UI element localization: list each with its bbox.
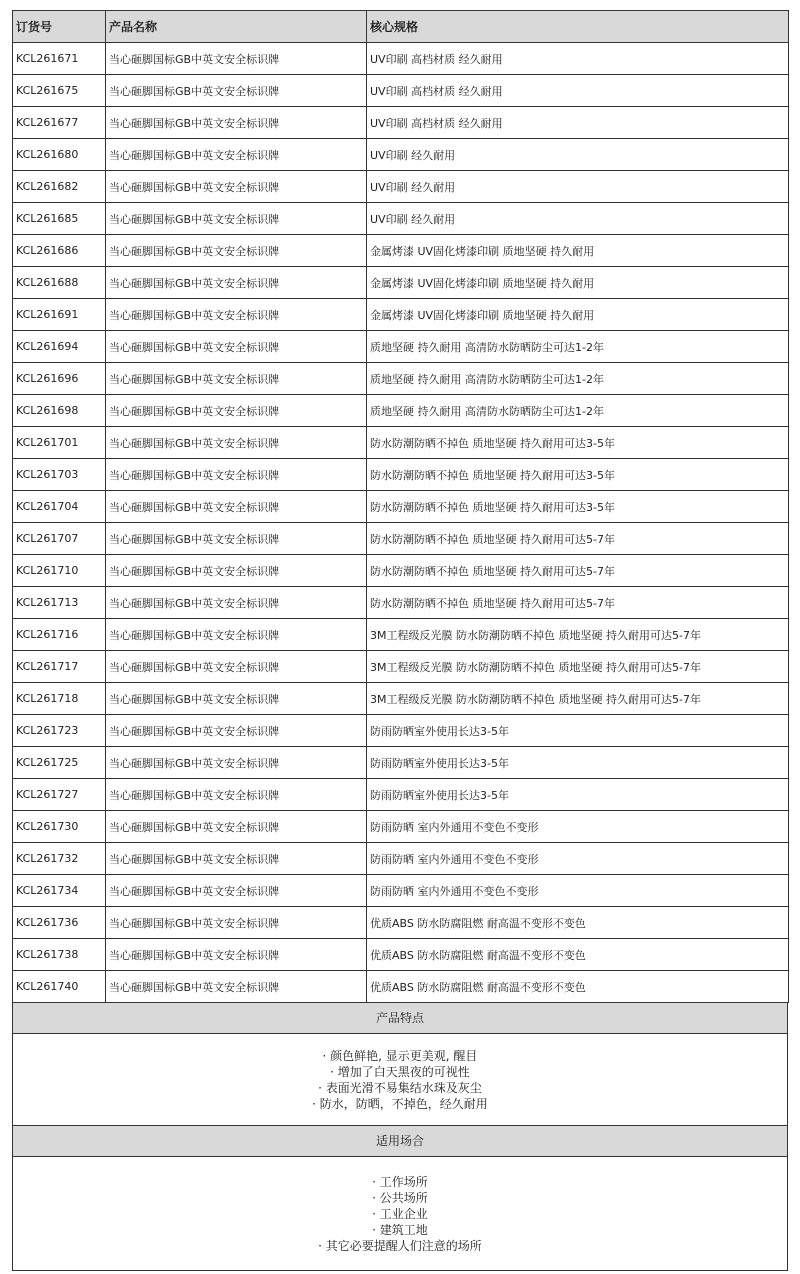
core-spec-cell: 质地坚硬 持久耐用 高清防水防晒防尘可达1-2年: [367, 331, 789, 363]
order-number-cell: KCL261680: [13, 139, 106, 171]
order-number-cell: KCL261710: [13, 555, 106, 587]
core-spec-cell: 防水防潮防晒不掉色 质地坚硬 持久耐用可达3-5年: [367, 459, 789, 491]
occasion-item: · 公共场所: [372, 1190, 428, 1205]
table-row: [13, 651, 789, 683]
product-name-cell: 当心砸脚国标GB中英文安全标识牌: [106, 555, 367, 587]
core-spec-cell: UV印刷 高档材质 经久耐用: [367, 75, 789, 107]
table-row: [13, 715, 789, 747]
product-name-cell: 当心砸脚国标GB中英文安全标识牌: [106, 203, 367, 235]
table-row: [13, 43, 789, 75]
table-row: [13, 267, 789, 299]
table-row: [13, 747, 789, 779]
core-spec-cell: UV印刷 高档材质 经久耐用: [367, 43, 789, 75]
order-number-cell: KCL261730: [13, 811, 106, 843]
product-name-cell: 当心砸脚国标GB中英文安全标识牌: [106, 939, 367, 971]
core-spec-cell: 防雨防晒 室内外通用不变色不变形: [367, 843, 789, 875]
product-name-cell: 当心砸脚国标GB中英文安全标识牌: [106, 235, 367, 267]
product-name-cell: 当心砸脚国标GB中英文安全标识牌: [106, 907, 367, 939]
table-row: [13, 395, 789, 427]
order-number-cell: KCL261725: [13, 747, 106, 779]
core-spec-cell: 防雨防晒室外使用长达3-5年: [367, 715, 789, 747]
product-name-cell: 当心砸脚国标GB中英文安全标识牌: [106, 843, 367, 875]
product-name-cell: 当心砸脚国标GB中英文安全标识牌: [106, 171, 367, 203]
occasion-item: · 其它必要提醒人们注意的场所: [318, 1238, 482, 1253]
core-spec-cell: 优质ABS 防水防腐阻燃 耐高温不变形不变色: [367, 971, 789, 1003]
product-name-cell: 当心砸脚国标GB中英文安全标识牌: [106, 363, 367, 395]
core-spec-cell: 防雨防晒室外使用长达3-5年: [367, 747, 789, 779]
order-number-cell: KCL261716: [13, 619, 106, 651]
order-number-cell: KCL261696: [13, 363, 106, 395]
order-number-cell: KCL261704: [13, 491, 106, 523]
product-name-cell: 当心砸脚国标GB中英文安全标识牌: [106, 683, 367, 715]
feature-item: · 防水，防晒，不掉色，经久耐用: [312, 1096, 488, 1111]
table-row: [13, 683, 789, 715]
product-name-cell: 当心砸脚国标GB中英文安全标识牌: [106, 395, 367, 427]
product-name-cell: 当心砸脚国标GB中英文安全标识牌: [106, 523, 367, 555]
core-spec-cell: 优质ABS 防水防腐阻燃 耐高温不变形不变色: [367, 939, 789, 971]
features-title: 产品特点: [12, 1003, 788, 1034]
product-name-cell: 当心砸脚国标GB中英文安全标识牌: [106, 299, 367, 331]
table-row: [13, 779, 789, 811]
header-product-name: 产品名称: [106, 11, 367, 43]
table-body: [13, 43, 789, 1003]
core-spec-cell: 防雨防晒 室内外通用不变色不变形: [367, 875, 789, 907]
table-row: [13, 203, 789, 235]
product-name-cell: 当心砸脚国标GB中英文安全标识牌: [106, 875, 367, 907]
table-row: [13, 523, 789, 555]
order-number-cell: KCL261694: [13, 331, 106, 363]
table-row: [13, 75, 789, 107]
core-spec-cell: 质地坚硬 持久耐用 高清防水防晒防尘可达1-2年: [367, 395, 789, 427]
order-number-cell: KCL261698: [13, 395, 106, 427]
table-row: [13, 427, 789, 459]
product-name-cell: 当心砸脚国标GB中英文安全标识牌: [106, 43, 367, 75]
core-spec-cell: UV印刷 高档材质 经久耐用: [367, 107, 789, 139]
product-name-cell: 当心砸脚国标GB中英文安全标识牌: [106, 587, 367, 619]
occasion-item: · 建筑工地: [372, 1222, 428, 1237]
order-number-cell: KCL261686: [13, 235, 106, 267]
order-number-cell: KCL261675: [13, 75, 106, 107]
table-row: [13, 491, 789, 523]
product-name-cell: 当心砸脚国标GB中英文安全标识牌: [106, 267, 367, 299]
product-table: [12, 10, 789, 1003]
table-row: [13, 843, 789, 875]
occasion-item: · 工业企业: [372, 1206, 428, 1221]
product-name-cell: 当心砸脚国标GB中英文安全标识牌: [106, 75, 367, 107]
core-spec-cell: 防水防潮防晒不掉色 质地坚硬 持久耐用可达5-7年: [367, 523, 789, 555]
core-spec-cell: UV印刷 经久耐用: [367, 171, 789, 203]
header-order-number: 订货号: [13, 11, 106, 43]
core-spec-cell: 优质ABS 防水防腐阻燃 耐高温不变形不变色: [367, 907, 789, 939]
order-number-cell: KCL261718: [13, 683, 106, 715]
product-name-cell: 当心砸脚国标GB中英文安全标识牌: [106, 427, 367, 459]
product-name-cell: 当心砸脚国标GB中英文安全标识牌: [106, 619, 367, 651]
order-number-cell: KCL261738: [13, 939, 106, 971]
table-row: [13, 299, 789, 331]
order-number-cell: KCL261723: [13, 715, 106, 747]
table-row: [13, 587, 789, 619]
core-spec-cell: 质地坚硬 持久耐用 高清防水防晒防尘可达1-2年: [367, 363, 789, 395]
core-spec-cell: 3M工程级反光膜 防水防潮防晒不掉色 质地坚硬 持久耐用可达5-7年: [367, 683, 789, 715]
product-spec-sheet: [12, 10, 788, 1271]
table-row: [13, 363, 789, 395]
core-spec-cell: 防水防潮防晒不掉色 质地坚硬 持久耐用可达5-7年: [367, 587, 789, 619]
product-name-cell: 当心砸脚国标GB中英文安全标识牌: [106, 715, 367, 747]
feature-item: · 增加了白天黑夜的可视性: [330, 1064, 470, 1079]
occasions-list: [12, 1157, 788, 1271]
table-row: [13, 555, 789, 587]
order-number-cell: KCL261740: [13, 971, 106, 1003]
product-name-cell: 当心砸脚国标GB中英文安全标识牌: [106, 331, 367, 363]
order-number-cell: KCL261734: [13, 875, 106, 907]
header-core-spec: 核心规格: [367, 11, 789, 43]
table-row: [13, 459, 789, 491]
product-name-cell: 当心砸脚国标GB中英文安全标识牌: [106, 491, 367, 523]
order-number-cell: KCL261736: [13, 907, 106, 939]
order-number-cell: KCL261701: [13, 427, 106, 459]
order-number-cell: KCL261688: [13, 267, 106, 299]
core-spec-cell: 金属烤漆 UV固化烤漆印刷 质地坚硬 持久耐用: [367, 267, 789, 299]
order-number-cell: KCL261671: [13, 43, 106, 75]
table-row: [13, 331, 789, 363]
core-spec-cell: 3M工程级反光膜 防水防潮防晒不掉色 质地坚硬 持久耐用可达5-7年: [367, 619, 789, 651]
table-row: [13, 811, 789, 843]
product-name-cell: 当心砸脚国标GB中英文安全标识牌: [106, 459, 367, 491]
product-name-cell: 当心砸脚国标GB中英文安全标识牌: [106, 107, 367, 139]
order-number-cell: KCL261713: [13, 587, 106, 619]
product-name-cell: 当心砸脚国标GB中英文安全标识牌: [106, 139, 367, 171]
core-spec-cell: 防雨防晒室外使用长达3-5年: [367, 779, 789, 811]
features-list: [12, 1034, 788, 1126]
core-spec-cell: UV印刷 经久耐用: [367, 203, 789, 235]
core-spec-cell: 防水防潮防晒不掉色 质地坚硬 持久耐用可达3-5年: [367, 427, 789, 459]
order-number-cell: KCL261707: [13, 523, 106, 555]
order-number-cell: KCL261717: [13, 651, 106, 683]
product-name-cell: 当心砸脚国标GB中英文安全标识牌: [106, 747, 367, 779]
product-name-cell: 当心砸脚国标GB中英文安全标识牌: [106, 651, 367, 683]
table-row: [13, 171, 789, 203]
table-row: [13, 939, 789, 971]
order-number-cell: KCL261703: [13, 459, 106, 491]
table-header-row: [13, 11, 789, 43]
order-number-cell: KCL261691: [13, 299, 106, 331]
table-row: [13, 107, 789, 139]
order-number-cell: KCL261685: [13, 203, 106, 235]
order-number-cell: KCL261677: [13, 107, 106, 139]
core-spec-cell: 防水防潮防晒不掉色 质地坚硬 持久耐用可达3-5年: [367, 491, 789, 523]
core-spec-cell: 金属烤漆 UV固化烤漆印刷 质地坚硬 持久耐用: [367, 299, 789, 331]
order-number-cell: KCL261682: [13, 171, 106, 203]
order-number-cell: KCL261732: [13, 843, 106, 875]
table-row: [13, 139, 789, 171]
table-row: [13, 235, 789, 267]
table-row: [13, 907, 789, 939]
core-spec-cell: 防水防潮防晒不掉色 质地坚硬 持久耐用可达5-7年: [367, 555, 789, 587]
table-row: [13, 619, 789, 651]
occasion-item: · 工作场所: [372, 1174, 428, 1189]
core-spec-cell: 防雨防晒 室内外通用不变色不变形: [367, 811, 789, 843]
product-name-cell: 当心砸脚国标GB中英文安全标识牌: [106, 971, 367, 1003]
core-spec-cell: 3M工程级反光膜 防水防潮防晒不掉色 质地坚硬 持久耐用可达5-7年: [367, 651, 789, 683]
order-number-cell: KCL261727: [13, 779, 106, 811]
occasions-title: 适用场合: [12, 1126, 788, 1157]
core-spec-cell: UV印刷 经久耐用: [367, 139, 789, 171]
feature-item: · 颜色鲜艳, 显示更美观, 醒目: [322, 1048, 478, 1063]
table-row: [13, 875, 789, 907]
feature-item: · 表面光滑不易集结水珠及灰尘: [318, 1080, 482, 1095]
product-name-cell: 当心砸脚国标GB中英文安全标识牌: [106, 811, 367, 843]
table-row: [13, 971, 789, 1003]
product-name-cell: 当心砸脚国标GB中英文安全标识牌: [106, 779, 367, 811]
core-spec-cell: 金属烤漆 UV固化烤漆印刷 质地坚硬 持久耐用: [367, 235, 789, 267]
